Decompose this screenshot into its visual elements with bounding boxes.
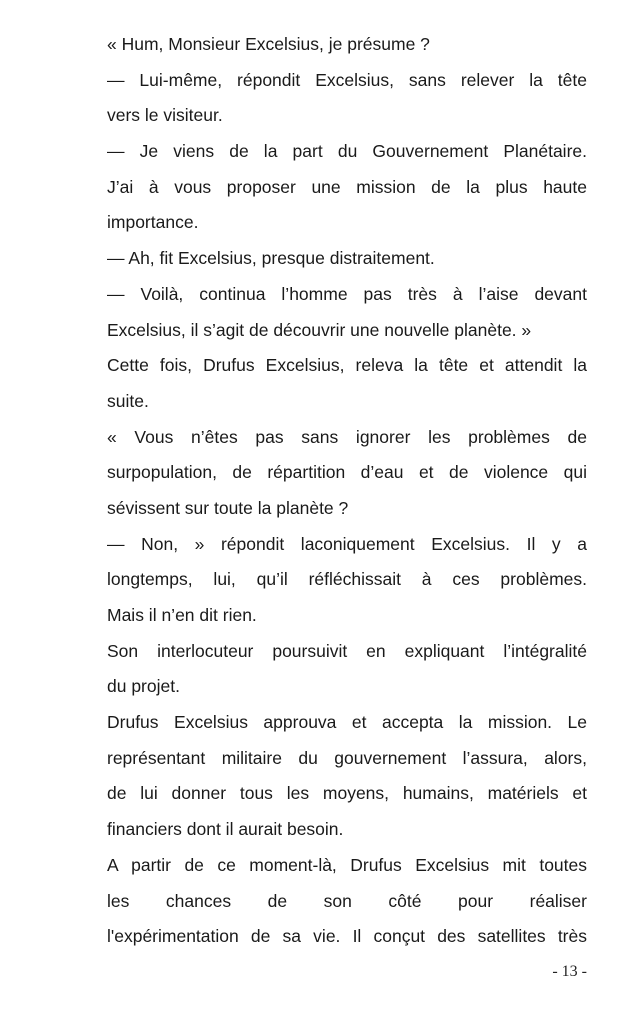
text-line: de lui donner tous les moyens, humains, matériels et [107, 783, 587, 804]
text-line: représentant militaire du gouvernement l’assura, alors, [107, 747, 587, 768]
text-line: Mais il n’en dit rien. [107, 605, 257, 625]
paragraph [107, 634, 587, 705]
text-line: l'expérimentation de sa vie. Il conçut des satellites très [107, 926, 587, 947]
text-line: A partir de ce moment-là, Drufus Excelsius mit toutes [107, 854, 587, 875]
paragraph [107, 348, 587, 419]
text-line: Drufus Excelsius approuva et accepta la mission. Le [107, 712, 587, 733]
text-line: Cette fois, Drufus Excelsius, releva la tête et attendit la [107, 355, 587, 376]
paragraph [107, 27, 587, 63]
text-line: Son interlocuteur poursuivit en expliquant l’intégralité [107, 640, 587, 661]
text-line: — Je viens de la part du Gouvernement Planétaire. [107, 141, 587, 162]
paragraph [107, 848, 587, 955]
text-line: surpopulation, de répartition d’eau et de violence qui [107, 462, 587, 483]
text-line: suite. [107, 390, 149, 411]
text-line: « Vous n’êtes pas sans ignorer les problèmes de [107, 426, 587, 447]
text-line: vers le visiteur. [107, 105, 223, 126]
text-line: — Non, » répondit laconiquement Excelsius. Il y a [107, 533, 587, 554]
text-line: J’ai à vous proposer une mission de la plus haute [107, 176, 587, 197]
text-line: — Ah, fit Excelsius, presque distraitement. [107, 248, 435, 269]
paragraph [107, 420, 587, 527]
text-line: du projet. [107, 676, 180, 697]
text-line: Excelsius, il s’agit de découvrir une nouvelle planète. » [107, 319, 532, 340]
text-line: importance. [107, 212, 199, 233]
text-line: — Voilà, continua l’homme pas très à l’aise devant [107, 283, 587, 304]
page-number: - 13 - [552, 963, 587, 980]
paragraph [107, 134, 587, 241]
paragraph [107, 705, 587, 848]
text-line: — Lui-même, répondit Excelsius, sans relever la tête [107, 69, 587, 90]
text-line: longtemps, lui, qu’il réfléchissait à ces problèmes. [107, 569, 587, 590]
body-text [107, 27, 587, 955]
paragraph [107, 241, 587, 277]
paragraph [107, 277, 587, 348]
text-line: sévissent sur toute la planète ? [107, 497, 349, 518]
text-line: les chances de son côté pour réaliser [107, 890, 587, 911]
text-line: financiers dont il aurait besoin. [107, 819, 344, 840]
paragraph [107, 63, 587, 134]
text-line: « Hum, Monsieur Excelsius, je présume ? [107, 34, 430, 54]
paragraph [107, 527, 587, 634]
